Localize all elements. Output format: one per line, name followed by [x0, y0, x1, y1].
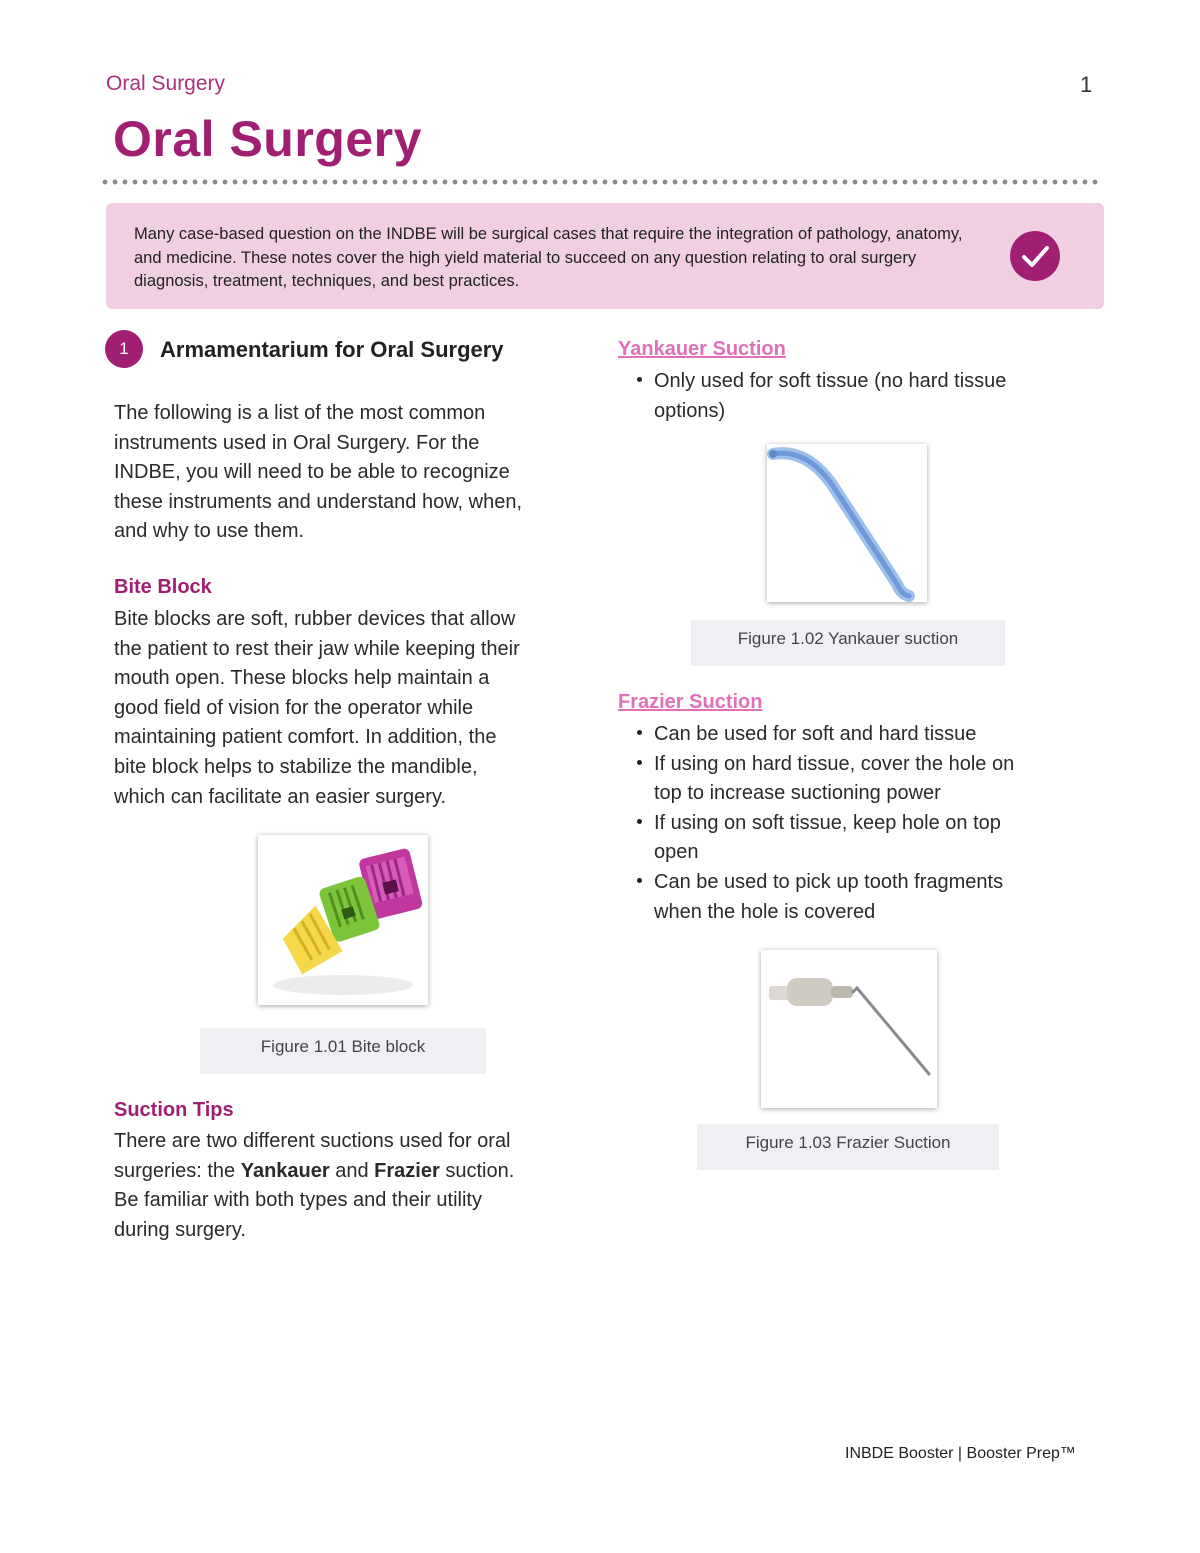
- section-title: Armamentarium for Oral Surgery: [160, 337, 504, 362]
- text-line: If using on soft tissue, keep hole on top: [654, 811, 1001, 834]
- callout-text: Many case-based question on the INDBE will be surgical cases that require the integration of pathology, anatomy, and medicine. These notes cover the high yield material to succeed on any question relating to oral surgery diagnosis, treatment, techniques, and best practices.: [134, 225, 963, 290]
- text-line: INDBE, you will need to be able to recognize: [114, 461, 510, 484]
- bite-block-image: [258, 835, 428, 1005]
- checkmark-icon: [1010, 231, 1060, 281]
- yankauer-image: [767, 444, 927, 602]
- footer-branding: INBDE Booster | Booster Prep™: [845, 1445, 1076, 1462]
- text-line: Can be used to pick up tooth fragments: [654, 870, 1004, 893]
- frazier-bullets: [636, 720, 1066, 927]
- dotted-divider: [100, 178, 1102, 186]
- text-span: suction.: [439, 1159, 515, 1182]
- yankauer-term: Yankauer: [240, 1159, 330, 1182]
- text-line: which can facilitate an easier surgery.: [114, 785, 447, 808]
- figure-caption: Figure 1.03 Frazier Suction: [697, 1124, 999, 1170]
- text-line: and why to use them.: [114, 520, 305, 543]
- text-span: and: [329, 1159, 375, 1182]
- frazier-image: [761, 950, 937, 1108]
- text-line: [114, 1157, 584, 1187]
- yankauer-suction-link[interactable]: Yankauer Suction: [618, 338, 786, 360]
- frazier-suction-link[interactable]: Frazier Suction: [618, 691, 763, 713]
- text-line: Can be used for soft and hard tissue: [654, 723, 977, 745]
- suction-tips-paragraph: [114, 1127, 584, 1245]
- text-line: instruments used in Oral Surgery. For the: [114, 431, 480, 454]
- page-number: 1: [1080, 72, 1093, 97]
- figure-caption: Figure 1.02 Yankauer suction: [691, 620, 1005, 666]
- page-title: Oral Surgery: [113, 111, 422, 167]
- yankauer-bullets: [636, 367, 1056, 426]
- list-item: [636, 367, 1056, 426]
- list-item: [636, 809, 1066, 868]
- list-item: [636, 868, 1066, 927]
- text-line: If using on hard tissue, cover the hole on: [654, 752, 1015, 775]
- text-line: The following is a list of the most common: [114, 402, 486, 424]
- text-line: mouth open. These blocks help maintain a: [114, 667, 490, 690]
- text-line: maintaining patient comfort. In addition, the: [114, 726, 497, 749]
- section-number-badge: 1: [105, 330, 143, 368]
- text-line: during surgery.: [114, 1218, 246, 1241]
- bite-block-paragraph: [114, 605, 584, 812]
- text-line: good field of vision for the operator while: [114, 696, 474, 719]
- text-line: Bite blocks are soft, rubber devices that allow: [114, 608, 516, 630]
- bite-block-heading: Bite Block: [114, 576, 212, 598]
- text-line: options): [654, 399, 726, 422]
- text-line: There are two different suctions used for oral: [114, 1130, 511, 1152]
- text-line: bite block helps to stabilize the mandible,: [114, 755, 478, 778]
- list-item: [636, 750, 1066, 809]
- text-line: when the hole is covered: [654, 900, 876, 923]
- running-header: Oral Surgery: [106, 72, 226, 95]
- text-span: surgeries: the: [114, 1159, 241, 1182]
- suction-tips-heading: Suction Tips: [114, 1099, 234, 1121]
- figure-caption: Figure 1.01 Bite block: [200, 1028, 486, 1074]
- text-line: top to increase suctioning power: [654, 782, 941, 805]
- text-line: open: [654, 841, 699, 864]
- frazier-term: Frazier: [374, 1159, 440, 1182]
- list-item: [636, 720, 1066, 750]
- text-line: Only used for soft tissue (no hard tissue: [654, 370, 1007, 392]
- intro-paragraph: [114, 399, 584, 547]
- text-line: the patient to rest their jaw while keeping their: [114, 637, 520, 660]
- text-line: Be familiar with both types and their utility: [114, 1189, 482, 1212]
- text-line: these instruments and understand how, when,: [114, 490, 523, 513]
